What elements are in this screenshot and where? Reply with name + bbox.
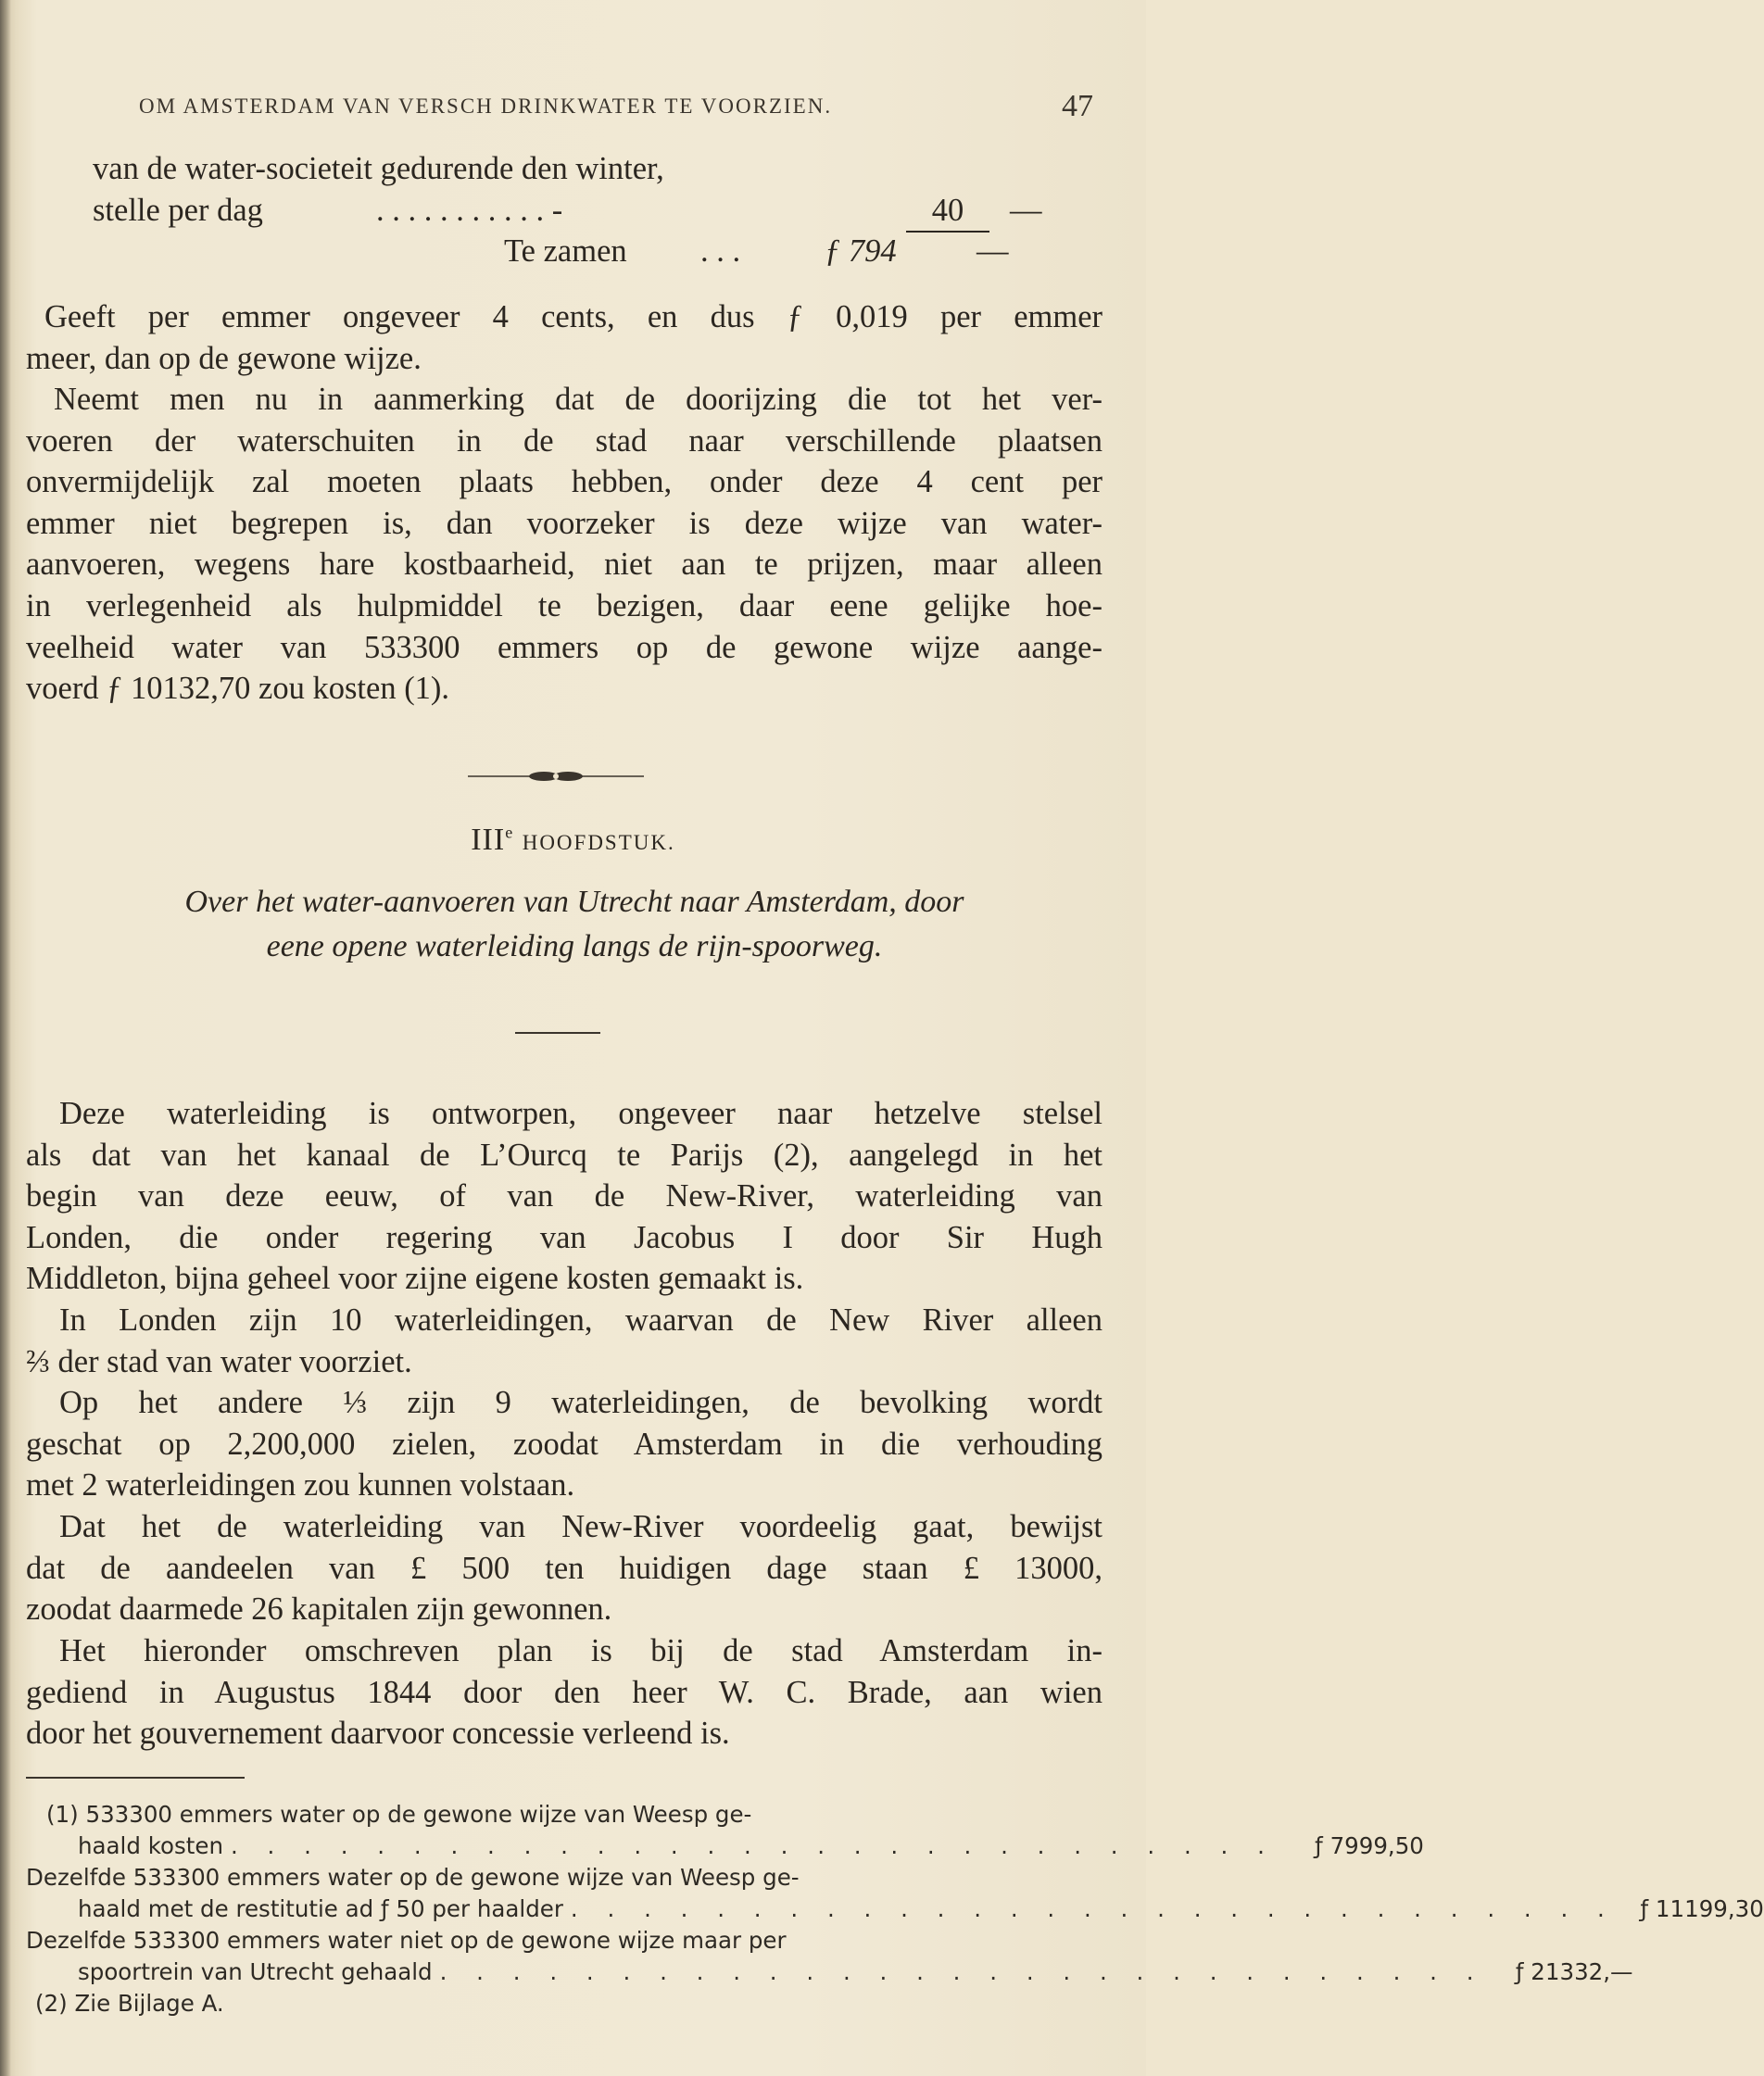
paragraph-5-line-1: Op het andere ⅓ zijn 9 waterleidingen, de bevolking wordt <box>59 1385 1102 1420</box>
paragraph-3-line-2: als dat van het kanaal de L’Ourcq te Parijs (2), aangelegd in het <box>26 1137 1102 1173</box>
footnote-1c-amount: ƒ 21332,— <box>1515 1958 1633 1985</box>
cost-line-2-text: stelle per dag <box>93 192 263 228</box>
cost-table-block <box>26 148 1102 272</box>
paragraph-3-line-5: Middleton, bijna geheel voor zijne eigene kosten gemaakt is. <box>26 1261 804 1297</box>
paragraph-1-line-1: Geeft per emmer ongeveer 4 cents, en dus ƒ 0,019 per emmer <box>44 299 1102 334</box>
paragraph-6-line-3: zoodat daarmede 26 kapitalen zijn gewonnen. <box>26 1592 612 1628</box>
total-amount: ƒ 794 <box>825 233 897 270</box>
chapter-number: III <box>471 823 506 857</box>
paragraph-3 <box>26 1093 1102 1300</box>
total-dash: — <box>976 233 1009 270</box>
chapter-heading <box>0 823 1146 858</box>
paragraph-7 <box>26 1630 1102 1755</box>
footnote-2-text: (2) Zie Bijlage A. <box>35 1990 224 2017</box>
paragraph-3-line-3: begin van deze eeuw, of van de New-River, waterleiding van <box>26 1178 1102 1214</box>
footnote-1c-leader: . . . . . . . . . . . . . . . . . . . . . . . . . . . . . <box>439 1958 1485 1985</box>
footnote-1-leader: . . . . . . . . . . . . . . . . . . . . . . . . . . . . . <box>230 1832 1276 1859</box>
paragraph-1 <box>26 296 1102 379</box>
chapter-number-superscript: e <box>505 823 514 842</box>
footnote-1-line-2 <box>26 1831 1424 1862</box>
footnote-1-line-1 <box>26 1799 1102 1831</box>
paragraph-1-line-2: meer, dan op de gewone wijze. <box>26 340 422 376</box>
chapter-subtitle-line-2: eene opene waterleiding langs de rijn-spoorweg. <box>266 929 883 963</box>
chapter-label: HOOFDSTUK. <box>522 831 675 854</box>
footnote-rule <box>26 1777 245 1779</box>
paragraph-2 <box>26 379 1102 710</box>
paragraph-7-line-2: gediend in Augustus 1844 door den heer W. C. Brade, aan wien <box>26 1674 1102 1710</box>
cost-line-2-amount: 40 <box>906 190 989 233</box>
paragraph-4-line-2: ⅔ der stad van water voorziet. <box>26 1343 412 1379</box>
cost-line-2 <box>26 190 1102 232</box>
paragraph-5-line-3: met 2 waterleidingen zou kunnen volstaan. <box>26 1467 575 1504</box>
paragraph-2-line-5: aanvoeren, wegens hare kostbaarheid, niet aan te prijzen, maar alleen <box>26 547 1102 583</box>
footnotes <box>26 1799 1764 2019</box>
section-rule <box>515 1032 600 1034</box>
paragraph-2-line-3: onvermijdelijk zal moeten plaats hebben, onder deze 4 cent per <box>26 464 1102 500</box>
running-head-title: OM AMSTERDAM VAN VERSCH DRINKWATER TE VOORZIEN. <box>139 94 833 118</box>
paragraph-7-line-1: Het hieronder omschreven plan is bij de stad Amsterdam in- <box>59 1633 1102 1668</box>
footnote-1b-label: haald met de restitutie ad ƒ 50 per haalder <box>78 1895 563 1922</box>
footnote-1c-line-2 <box>26 1956 1633 1988</box>
paragraph-5-line-2: geschat op 2,200,000 zielen, zoodat Amsterdam in die verhouding <box>26 1426 1102 1462</box>
paragraph-2-line-1: Neemt men nu in aanmerking dat de doorijzing die tot het ver- <box>54 382 1102 417</box>
paragraph-2-line-6: in verlegenheid als hulpmiddel te bezigen, daar eene gelijke hoe- <box>26 587 1102 623</box>
footnote-1b-leader: . . . . . . . . . . . . . . . . . . . . . . . . . . . . . <box>570 1895 1616 1922</box>
chapter-subtitle <box>37 880 1112 969</box>
paragraph-2-line-4: emmer niet begrepen is, dan voorzeker is deze wijze van water- <box>26 505 1102 541</box>
paragraph-2-line-2: voeren der waterschuiten in de stad naar verschillende plaatsen <box>26 422 1102 459</box>
total-line <box>26 231 1102 272</box>
ornament-divider <box>468 769 644 784</box>
paragraph-6-line-1: Dat het de waterleiding van New-River voordeelig gaat, bewijst <box>59 1509 1102 1544</box>
paragraph-4-line-1: In Londen zijn 10 waterleidingen, waarvan de New River alleen <box>59 1302 1102 1338</box>
chapter-subtitle-line-1: Over het water-aanvoeren van Utrecht naar Amsterdam, door <box>184 885 964 919</box>
paragraph-5 <box>26 1382 1102 1506</box>
footnote-1b-line-1 <box>26 1862 1102 1894</box>
book-spine-shadow <box>0 0 11 2076</box>
paragraph-2-line-7: veelheid water van 533300 emmers op de gewone wijze aange- <box>26 629 1102 665</box>
footnote-1c-label: spoortrein van Utrecht gehaald <box>78 1958 433 1985</box>
total-label: Te zamen <box>504 233 627 270</box>
paragraph-4 <box>26 1300 1102 1382</box>
paragraph-2-line-8: voerd ƒ 10132,70 zou kosten (1). <box>26 671 450 707</box>
cost-line-1: van de water-societeit gedurende den winter, <box>93 151 664 186</box>
cost-line-2-dash: — <box>1010 192 1042 228</box>
page-number: 47 <box>1062 89 1093 123</box>
footnote-1-text: (1) 533300 emmers water op de gewone wijze van Weesp ge- <box>46 1801 752 1828</box>
running-head <box>139 89 1093 126</box>
total-dots: . . . <box>700 233 741 270</box>
footnote-1b-line-2 <box>26 1894 1764 1925</box>
footnote-1-amount: ƒ 7999,50 <box>1315 1832 1424 1859</box>
paragraph-7-line-3: door het gouvernement daarvoor concessie verleend is. <box>26 1716 730 1752</box>
footnote-1c-line-1 <box>26 1925 1102 1956</box>
footnote-2 <box>26 1988 1102 2019</box>
paragraph-6 <box>26 1506 1102 1630</box>
footnote-1b-text: Dezelfde 533300 emmers water op de gewone wijze van Weesp ge- <box>26 1864 800 1891</box>
cost-line-2-dots: . . . . . . . . . . . - <box>376 192 563 228</box>
footnote-1c-text: Dezelfde 533300 emmers water niet op de gewone wijze maar per <box>26 1927 787 1954</box>
paragraph-6-line-2: dat de aandeelen van £ 500 ten huidigen dage staan £ 13000, <box>26 1550 1102 1586</box>
paragraph-3-line-4: Londen, die onder regering van Jacobus I door Sir Hugh <box>26 1219 1102 1255</box>
footnote-1b-amount: ƒ 11199,30 <box>1640 1895 1764 1922</box>
paragraph-3-line-1: Deze waterleiding is ontworpen, ongeveer naar hetzelve stelsel <box>59 1096 1102 1131</box>
footnote-1-label: haald kosten <box>78 1832 223 1859</box>
